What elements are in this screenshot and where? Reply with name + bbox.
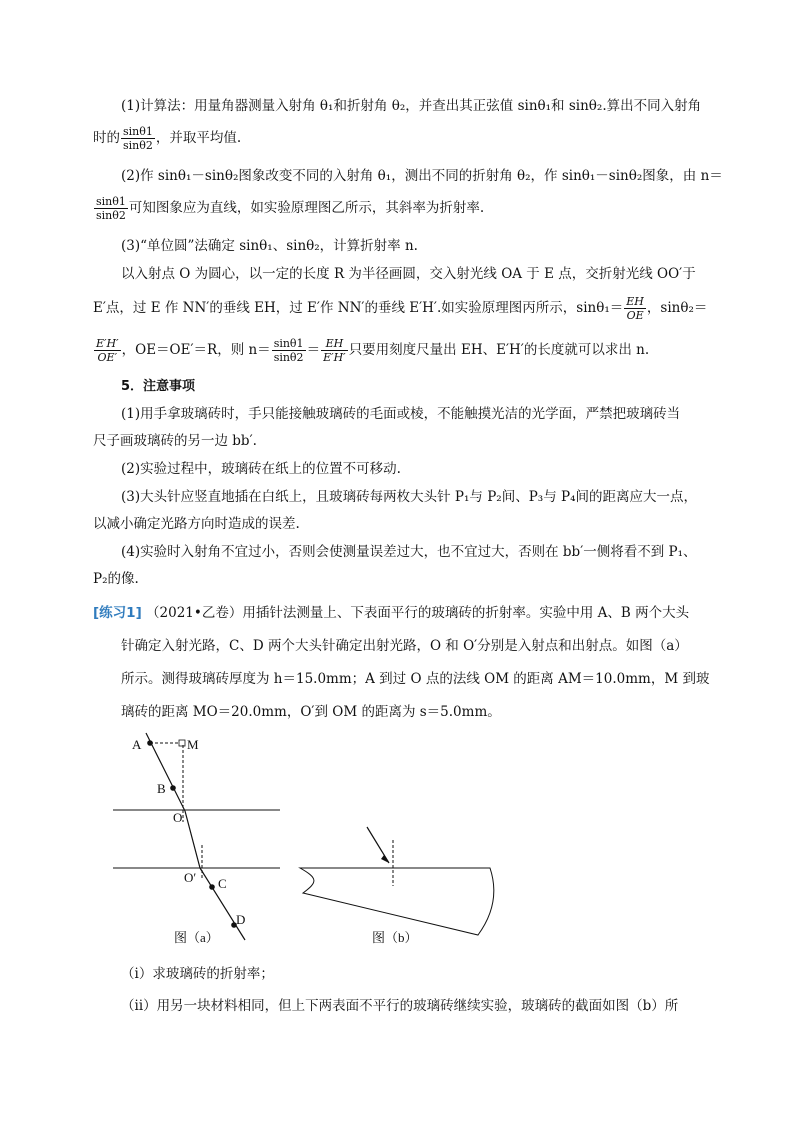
figure-a-caption: 图（a） — [174, 930, 219, 945]
notes-heading: 5．注意事项 — [121, 379, 196, 394]
label-c: C — [218, 876, 227, 891]
question-1: （ⅰ）求玻璃砖的折射率； — [121, 966, 274, 982]
fraction-numerator: EH — [626, 295, 644, 308]
label-a: A — [132, 737, 142, 752]
fraction-denominator: sinθ2 — [273, 351, 304, 364]
right-angle-marker — [179, 740, 185, 746]
note4-line2: P₂的像. — [93, 571, 139, 587]
exercise-line3: 所示。测得玻璃砖厚度为 h＝15.0mm；A 到过 O 点的法线 OM 的距离 AM＝10.0mm，M 到玻 — [121, 671, 710, 687]
figure-b-caption: 图（b） — [372, 930, 418, 945]
figure-a — [113, 733, 280, 945]
method1-prefix: 时的 — [93, 130, 120, 146]
method3-line2: 以入射点 O 为圆心，以一定的长度 R 为半径画圆，交入射光线 OA 于 E 点，交折射光线 OO′于 — [121, 266, 696, 282]
note1-line2: 尺子画玻璃砖的另一边 bb′. — [93, 433, 257, 449]
fraction-numerator: EH — [321, 337, 348, 351]
fraction-denominator: sinθ2 — [123, 139, 153, 152]
note3-line1: (3)大头针应竖直地插在白纸上，且玻璃砖每两枚大头针 P₁与 P₂间、P₃与 P₄间的距离应大一点， — [121, 489, 697, 505]
fraction-denominator: E′H′ — [323, 351, 346, 364]
fraction-numerator: E′H′ — [96, 337, 119, 350]
method3-line1: (3)“单位圆”法确定 sinθ₁、sinθ₂，计算折射率 n. — [121, 238, 418, 254]
method1-line1: (1)计算法：用量角器测量入射角 θ₁和折射角 θ₂，并查出其正弦值 sinθ₁和 sinθ₂.算出不同入射角 — [121, 98, 702, 114]
method3-line4-text: ，OE＝OE′＝R，则 n＝ — [121, 342, 271, 358]
fraction-denominator: sinθ2 — [96, 209, 126, 222]
fraction-denominator: OE — [626, 309, 644, 322]
nonparallel-glass-block — [300, 868, 494, 935]
label-o: O — [173, 810, 183, 825]
fraction-numerator: sinθ1 — [273, 337, 304, 350]
fraction-denominator: OE′ — [97, 351, 118, 364]
label-o-prime: O′ — [184, 870, 197, 885]
note4-line1: (4)实验时入射角不宜过小，否则会使测量误差过大，也不宜过大，否则在 bb′一侧将看不到 P₁、 — [121, 544, 697, 560]
fraction-numerator: sinθ1 — [123, 125, 153, 138]
method2-line1: (2)作 sinθ₁－sinθ₂图象改变不同的入射角 θ₁，测出不同的折射角 θ₂，作 sinθ₁－sinθ₂图象，由 n＝ — [121, 168, 723, 184]
method1-suffix: ，并取平均值. — [155, 130, 242, 146]
label-b: B — [157, 781, 166, 796]
exercise-line4: 璃砖的距离 MO＝20.0mm，O′到 OM 的距离为 s＝5.0mm。 — [121, 704, 501, 720]
method3-line3-mid: ，sinθ₂＝ — [646, 300, 708, 316]
refracted-ray — [185, 811, 200, 868]
figure-b — [300, 827, 494, 945]
equals-sign: ＝ — [306, 342, 321, 358]
note1-line1: (1)用手拿玻璃砖时，手只能接触玻璃砖的毛面或棱，不能触摸光洁的光学面，严禁把玻璃砖当 — [121, 406, 681, 422]
fraction-numerator: sinθ1 — [96, 195, 126, 208]
note3-line2: 以减小确定光路方向时造成的误差. — [93, 516, 300, 532]
exercise-line2: 针确定入射光路，C、D 两个大头针确定出射光路，O 和 O′分别是入射点和出射点。如图（a） — [121, 638, 688, 654]
exercise-intro: （2021•乙卷）用插针法测量上、下表面平行的玻璃砖的折射率。实验中用 A、B 两个大头 — [146, 605, 690, 621]
method3-line4-end: 只要用刻度尺量出 EH、E′H′的长度就可以求出 n. — [348, 342, 650, 358]
label-m: M — [187, 737, 199, 752]
label-d: D — [236, 912, 246, 927]
method2-suffix: 可知图象应为直线，如实验原理图乙所示，其斜率为折射率. — [128, 200, 485, 216]
exercise-tag: [练习1] — [93, 605, 142, 621]
pin-c-icon — [209, 884, 215, 890]
pin-a-icon — [147, 740, 153, 746]
method3-line3-text: E′点，过 E 作 NN′的垂线 EH，过 E′作 NN′的垂线 E′H′.如实验原理图丙所示，sinθ₁＝ — [93, 300, 624, 316]
question-2: （ⅱ）用另一块材料相同，但上下两表面不平行的玻璃砖继续实验，玻璃砖的截面如图（b）所 — [121, 998, 679, 1014]
incident-ray-b — [367, 827, 389, 863]
pin-b-icon — [170, 785, 176, 791]
note2: (2)实验过程中，玻璃砖在纸上的位置不可移动. — [121, 461, 401, 477]
